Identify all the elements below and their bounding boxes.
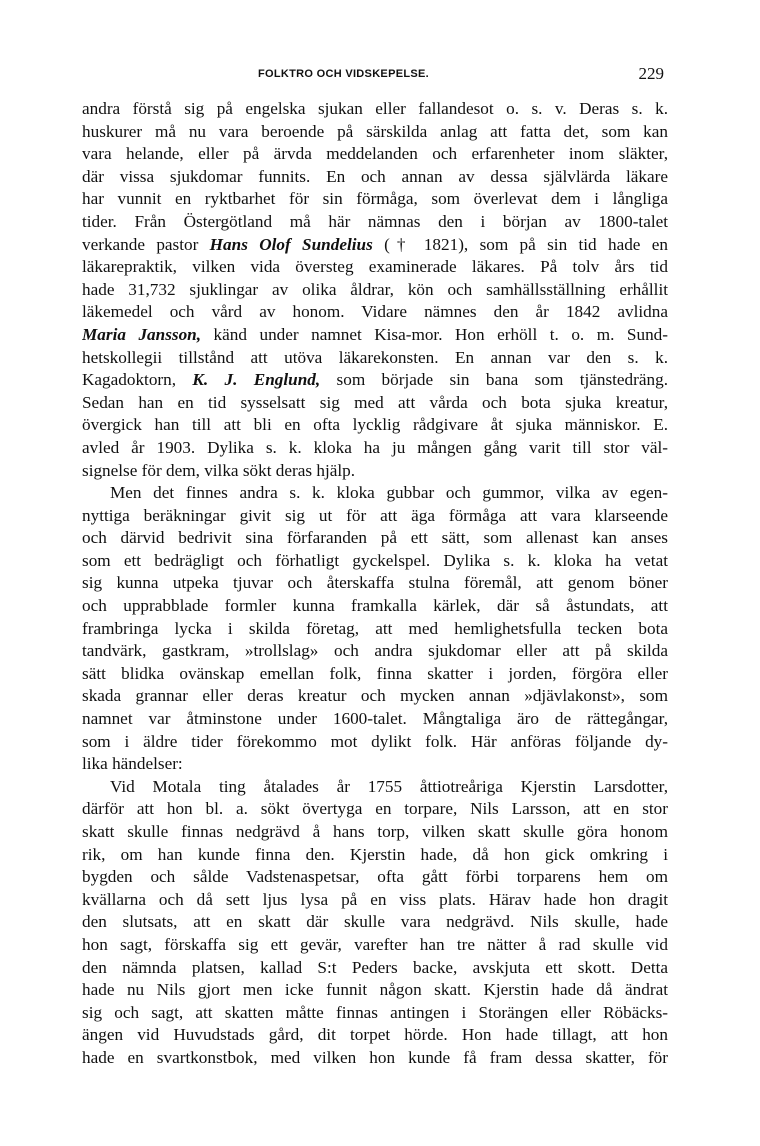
text-fragment: känd under namnet Kisa-mor. Hon erhöll t. o. m. Sund-: [201, 324, 668, 344]
running-title: FOLKTRO OCH VIDSKEPELSE.: [258, 68, 429, 80]
text-line: hetskollegii tillstånd att utöva läkarekonsten. En annan var den s. k.: [82, 347, 668, 367]
body-text: [82, 98, 668, 1070]
text-line: Men det finnes andra s. k. kloka gubbar och gummor, vilka av egen-: [110, 483, 668, 503]
text-line: och därvid bedrivit sina förfaranden på ett sätt, som allenast kan anses: [82, 528, 668, 548]
person-name: Hans Olof Sundelius: [209, 234, 373, 254]
text-line: namnet var åtminstone under 1600-talet. Mångtaliga äro de rättegångar,: [82, 709, 668, 729]
text-line: därför att hon bl. a. sökt övertyga en torpare, Nils Larsson, att en stor: [82, 799, 668, 819]
person-name: K. J. Englund,: [192, 370, 321, 390]
text-line: tandvärk, gastkram, »trollslag» och andra sjukdomar eller att på skilda: [82, 641, 668, 661]
person-name: Maria Jansson,: [82, 324, 202, 344]
text-line: skatt skulle finnas nedgrävd å hans torp, vilken skatt skulle göra honom: [82, 822, 668, 841]
text-line: hade nu Nils gjort men icke funnit någon skatt. Kjerstin hade då ändrat: [82, 980, 668, 1000]
text-line: Vid Motala ting åtalades år 1755 åttiotreåriga Kjerstin Larsdotter,: [110, 776, 668, 796]
text-line: och upprabblade formler kunna framkalla kärlek, där så åstundats, att: [82, 596, 668, 616]
text-line: rik, om han kunde finna den. Kjerstin hade, då hon gick omkring i: [82, 844, 668, 864]
text-line: Sedan han en tid sysselsatt sig med att vårda och bota sjuka kreatur,: [82, 392, 668, 412]
text-line: kvällarna och då sett ljus lysa på en viss plats. Härav hade hon dragit: [82, 889, 668, 909]
text-line: övergick han till att bli en ofta lycklig rådgivare åt sjuka människor. E.: [82, 415, 668, 435]
text-fragment: verkande pastor: [82, 234, 210, 254]
text-line: sätt blidka ovänskap emellan folk, finna skatter i jorden, förgöra eller: [82, 663, 668, 683]
text-line: ängen vid Huvudstads gård, dit torpet hörde. Hon hade tillagt, att hon: [82, 1025, 668, 1045]
text-line: hade 31,732 sjuklingar av olika åldrar, kön och samhällsställning erhållit: [82, 279, 668, 299]
text-line: har vunnit en ryktbarhet för sin förmåga, som överlevat dem i långliga: [82, 189, 668, 209]
page-number: 229: [638, 64, 664, 83]
text-line: hon sagt, förskaffa sig ett gevär, varefter han tre nätter å rad skulle vid: [82, 934, 668, 954]
text-line: avled år 1903. Dylika s. k. kloka ha ju mången gång varit till stor väl-: [82, 437, 668, 457]
text-line: där vissa sjukdomar funnits. En och annan av dessa självlärda läkare: [82, 166, 668, 186]
text-line: huskurer må nu vara beroende på särskilda anlag att fatta det, som kan: [82, 121, 668, 141]
text-line: skada grannar eller deras kreatur och mycken annan »djävlakonst», som: [82, 686, 668, 706]
text-fragment: Kagadoktorn,: [82, 370, 193, 390]
text-line: lika händelser:: [82, 754, 183, 774]
text-line: läkemedel och vård av honom. Vidare nämnes den år 1842 avlidna: [82, 302, 668, 322]
text-line: nyttiga beräkningar givit sig ut för att äga förmåga att vara klarseende: [82, 505, 668, 525]
text-fragment: († 1821), som på sin tid hade en: [372, 234, 668, 254]
text-line: sig och sagt, att skatten måtte finnas antingen i Storängen eller Röbäcks-: [82, 1002, 668, 1022]
text-line: signelse för dem, vilka sökt deras hjälp.: [82, 460, 356, 480]
text-line: som i äldre tider förekommo mot dylikt folk. Här anföras följande dy-: [82, 731, 668, 751]
text-line: tider. Från Östergötland må här nämnas den i början av 1800-talet: [82, 211, 668, 231]
text-line: läkarepraktik, vilken vida översteg examinerade läkares. På tolv års tid: [82, 257, 668, 277]
text-line: hade en svartkonstbok, med vilken hon kunde få fram dessa skatter, för: [82, 1047, 668, 1067]
text-line: bygden och sålde Vadstenaspetsar, ofta gått förbi torparens hem om: [82, 867, 668, 887]
text-line: [82, 369, 668, 392]
text-line: den nämnda platsen, kallad S:t Peders backe, avskjuta ett skott. Detta: [82, 957, 668, 977]
text-line: [82, 234, 668, 257]
text-line: frambringa lycka i skilda företag, att med hemlighetsfulla tecken bota: [82, 618, 668, 638]
text-line: som ett bedrägligt och förhatligt gyckelspel. Dylika s. k. kloka ha vetat: [82, 550, 668, 570]
text-line: vara helande, eller på ärvda meddelanden och erfarenheter inom släkter,: [82, 144, 668, 164]
text-line: den slutsats, att en skatt där skulle vara nedgrävd. Nils skulle, hade: [82, 912, 668, 932]
page-header: [0, 64, 760, 88]
text-line: [82, 324, 668, 347]
text-fragment: som började sin bana som tjänstedräng.: [320, 370, 668, 390]
text-line: andra förstå sig på engelska sjukan eller fallandesot o. s. v. Deras s. k.: [82, 99, 668, 118]
text-line: sig kunna utpeka tjuvar och återskaffa stulna föremål, att genom böner: [82, 573, 668, 593]
